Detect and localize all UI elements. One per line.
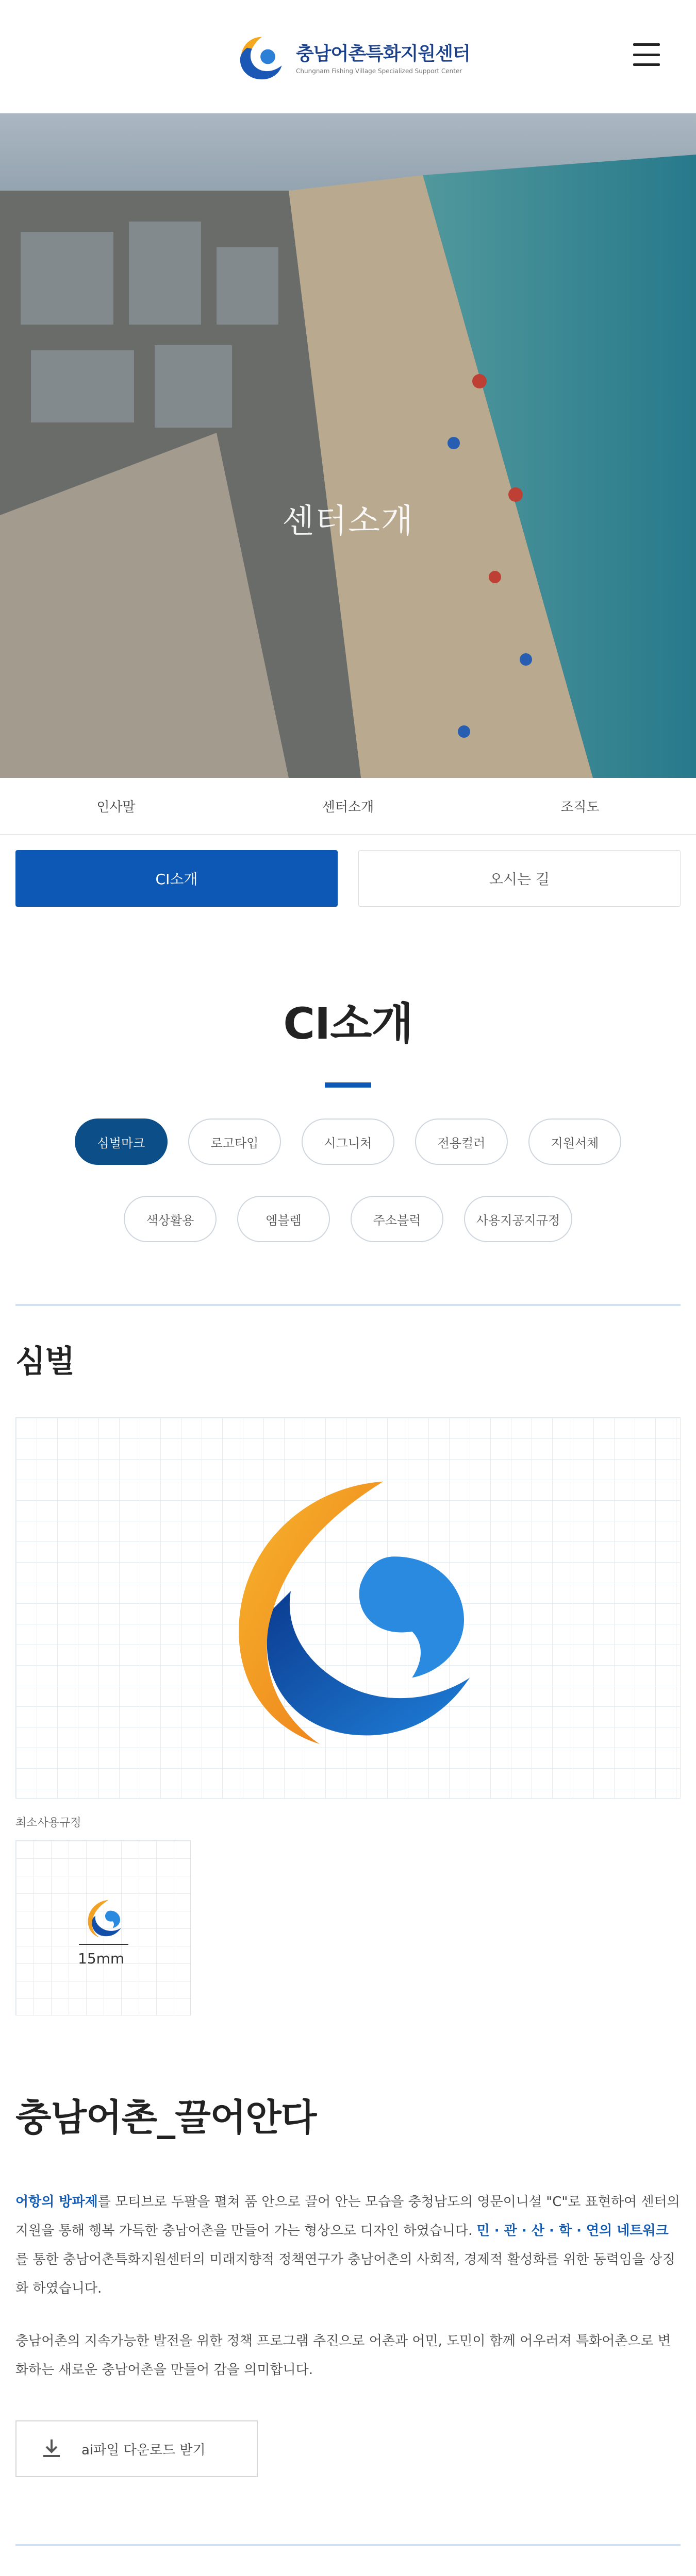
sub-tabs: [0, 835, 696, 912]
site-logo[interactable]: [237, 32, 470, 81]
hero-title: 센터소개: [282, 502, 414, 540]
description-paragraph-2: 충남어촌의 지속가능한 발전을 위한 정책 프로그램 추진으로 어촌과 어민, 도민이 함께 어우러져 특화어촌으로 변화하는 새로운 충남어촌을 만들어 감을 의미합니다.: [15, 2333, 671, 2378]
description-paragraph-1: [15, 2188, 681, 2303]
logo-subtitle: Chungnam Fishing Village Specialized Support Center: [296, 67, 462, 75]
min-size-grid: [15, 1840, 191, 2015]
symbol-mark-small-image: [83, 1897, 124, 1939]
sub-navigation: [0, 778, 696, 835]
pill-usage-rules[interactable]: 사용지공지규정: [464, 1196, 572, 1242]
subnav-greeting[interactable]: 인사말: [96, 800, 136, 815]
site-header: [0, 0, 696, 113]
description-text: 를 통한 충남어촌특화지원센터의 미래지향적 정책연구가 충남어촌의 사회적, 경제적 활성화를 위한 동력임을 상징화 하였습니다.: [15, 2252, 675, 2296]
slogan-title: 충남어촌_끌어안다: [15, 2096, 317, 2139]
menu-line: [633, 43, 660, 46]
beach-aerial-image: [0, 113, 696, 778]
subnav-center-intro[interactable]: 센터소개: [322, 800, 374, 815]
ci-category-row-1: [0, 1118, 696, 1165]
pill-signature[interactable]: 시그니처: [302, 1118, 394, 1165]
pill-color-usage[interactable]: 색상활용: [124, 1196, 217, 1242]
tab-directions[interactable]: 오시는 길: [358, 850, 681, 907]
min-size-label: 15mm: [78, 1950, 125, 1967]
download-label: ai파일 다운로드 받기: [81, 2442, 206, 2458]
highlight-text: 민 · 관 · 산 · 학 · 연의 네트워크: [476, 2223, 669, 2239]
description-text: 를 모티브로 두팔을 펼쳐 품 안으로 끌어 안는 모습을 충청남도의 영문이니셜 "C"로 표현하여 센터의 지원을 통해 행복 가득한 충남어촌을 만들어 가는 형상으로 디자인 하였습니다.: [15, 2194, 680, 2239]
section-title-symbol: 심벌: [15, 1344, 74, 1380]
symbol-mark-image: [204, 1464, 493, 1753]
logo-title: 충남어촌특화지원센터: [296, 43, 470, 64]
logo-symbol-icon: [237, 32, 287, 81]
menu-line: [633, 54, 660, 56]
ci-category-row-2: [0, 1196, 696, 1242]
min-size-caption: 최소사용규정: [15, 1817, 81, 1829]
pill-logotype[interactable]: 로고타입: [188, 1118, 281, 1165]
symbol-description: [15, 2188, 681, 2384]
section-divider: [15, 2544, 681, 2546]
section-divider: [15, 1304, 681, 1306]
highlight-text: 어항의 방파제: [15, 2194, 98, 2210]
pill-typeface[interactable]: 지원서체: [528, 1118, 621, 1165]
tab-ci-intro[interactable]: CI소개: [15, 850, 338, 907]
pill-color[interactable]: 전용컬러: [415, 1118, 508, 1165]
pill-address-block[interactable]: 주소블럭: [351, 1196, 443, 1242]
logo-text: [296, 39, 470, 75]
symbol-grid-area: [15, 1417, 681, 1799]
hero-banner: [0, 113, 696, 778]
subnav-organization[interactable]: 조직도: [560, 800, 600, 815]
pill-emblem[interactable]: 엠블렘: [237, 1196, 330, 1242]
menu-icon[interactable]: [633, 43, 660, 66]
pill-symbol-mark[interactable]: 심벌마크: [75, 1118, 168, 1165]
menu-line: [633, 63, 660, 66]
ai-download-button[interactable]: [15, 2420, 258, 2477]
download-icon: [42, 2438, 61, 2459]
dimension-line: [79, 1944, 128, 1945]
page-title: CI소개: [283, 998, 413, 1049]
title-underline: [325, 1082, 371, 1088]
